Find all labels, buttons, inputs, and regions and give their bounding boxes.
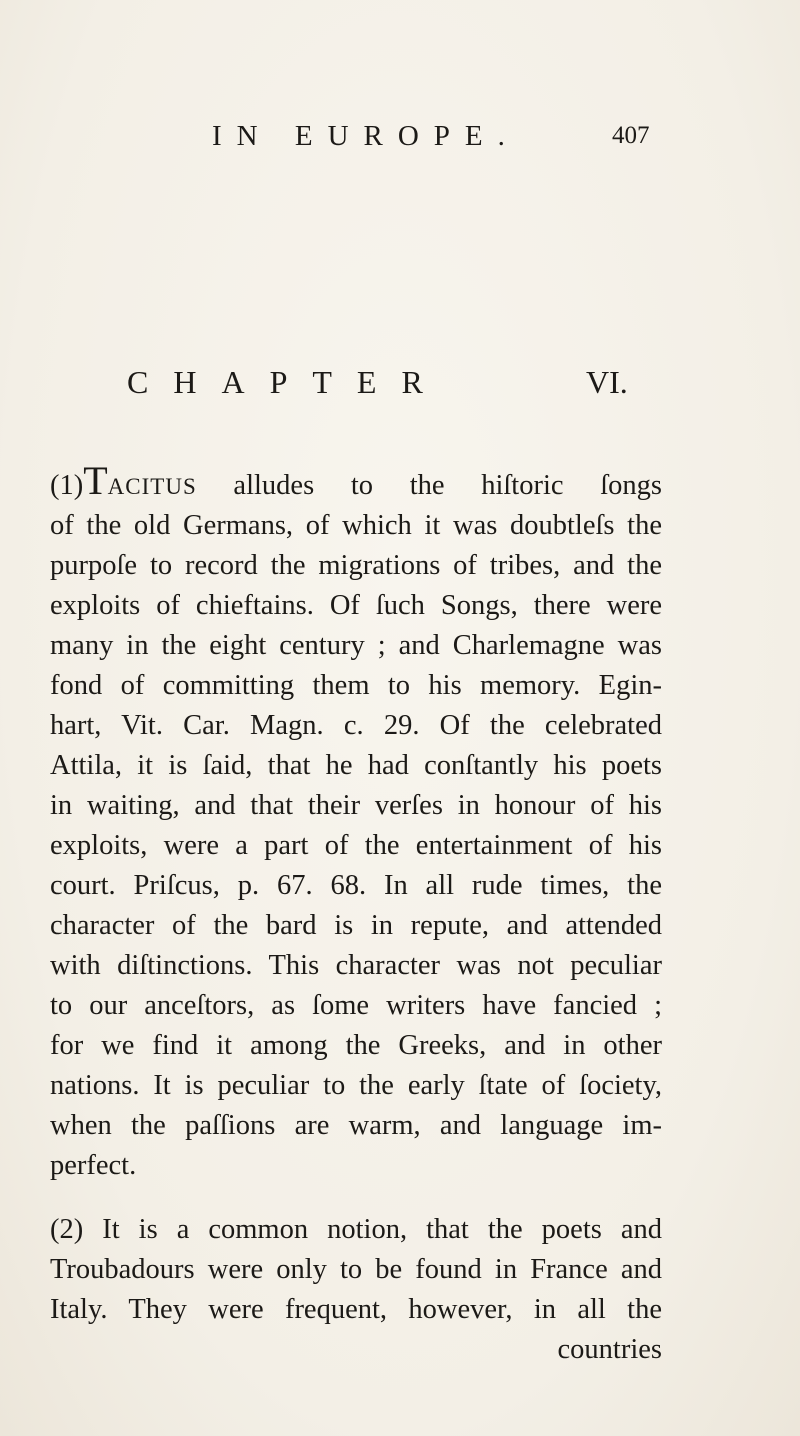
note-1-line-1 [50,458,662,506]
note-2-line: Italy. They were frequent, however, in all the [50,1294,662,1325]
note-1-line: nations. It is peculiar to the early ſtate of ſociety, [50,1070,662,1101]
catchword: countries [557,1334,662,1365]
note-2-paragraph [50,1210,662,1370]
note-1-line: fond of committing them to his memory. Egin- [50,670,662,701]
note-1-line: to our anceſtors, as ſome writers have fancied ; [50,990,662,1021]
note-1-line: Attila, it is ſaid, that he had conſtantly his poets [50,750,662,781]
note-1-line: exploits, were a part of the entertainment of his [50,830,662,861]
note-1-line-1-rest: alludes to the hiſtoric ſongs [196,470,662,501]
page-number: 407 [612,122,650,149]
note-1-line: for we find it among the Greeks, and in other [50,1030,662,1061]
chapter-number: VI. [586,364,628,400]
paragraph-gap [50,1186,662,1210]
note-1-line: purpoſe to record the migrations of tribes, and the [50,550,662,581]
note-1-line: with diſtinctions. This character was not peculiar [50,950,662,981]
note-1-line: when the paſſions are warm, and language im- [50,1110,662,1141]
chapter-word: CHAPTER [127,364,448,400]
note-1-line: of the old Germans, of which it was doubtleſs the [50,510,662,541]
small-caps-word: ACITUS [107,474,197,499]
note-1-marker: (1) [50,470,84,501]
note-1-line: many in the eight century ; and Charlemagne was [50,630,662,661]
note-2-line: Troubadours were only to be found in France and [50,1254,662,1285]
running-title: IN EUROPE. [212,120,520,152]
note-1-line: exploits of chieftains. Of ſuch Songs, there were [50,590,662,621]
chapter-heading [0,364,800,408]
running-head [0,120,800,160]
note-1-paragraph [50,458,662,1186]
note-1-line: perfect. [50,1150,137,1181]
note-2-line: (2) It is a common notion, that the poets and [50,1214,662,1245]
note-1-line: court. Priſcus, p. 67. 68. In all rude times, the [50,870,662,901]
note-1-line: in waiting, and that their verſes in honour of his [50,790,662,821]
note-1-line: hart, Vit. Car. Magn. c. 29. Of the celebrated [50,710,662,741]
note-1-line: character of the bard is in repute, and attended [50,910,662,941]
body-text [50,458,662,1370]
drop-cap: T [83,458,108,503]
